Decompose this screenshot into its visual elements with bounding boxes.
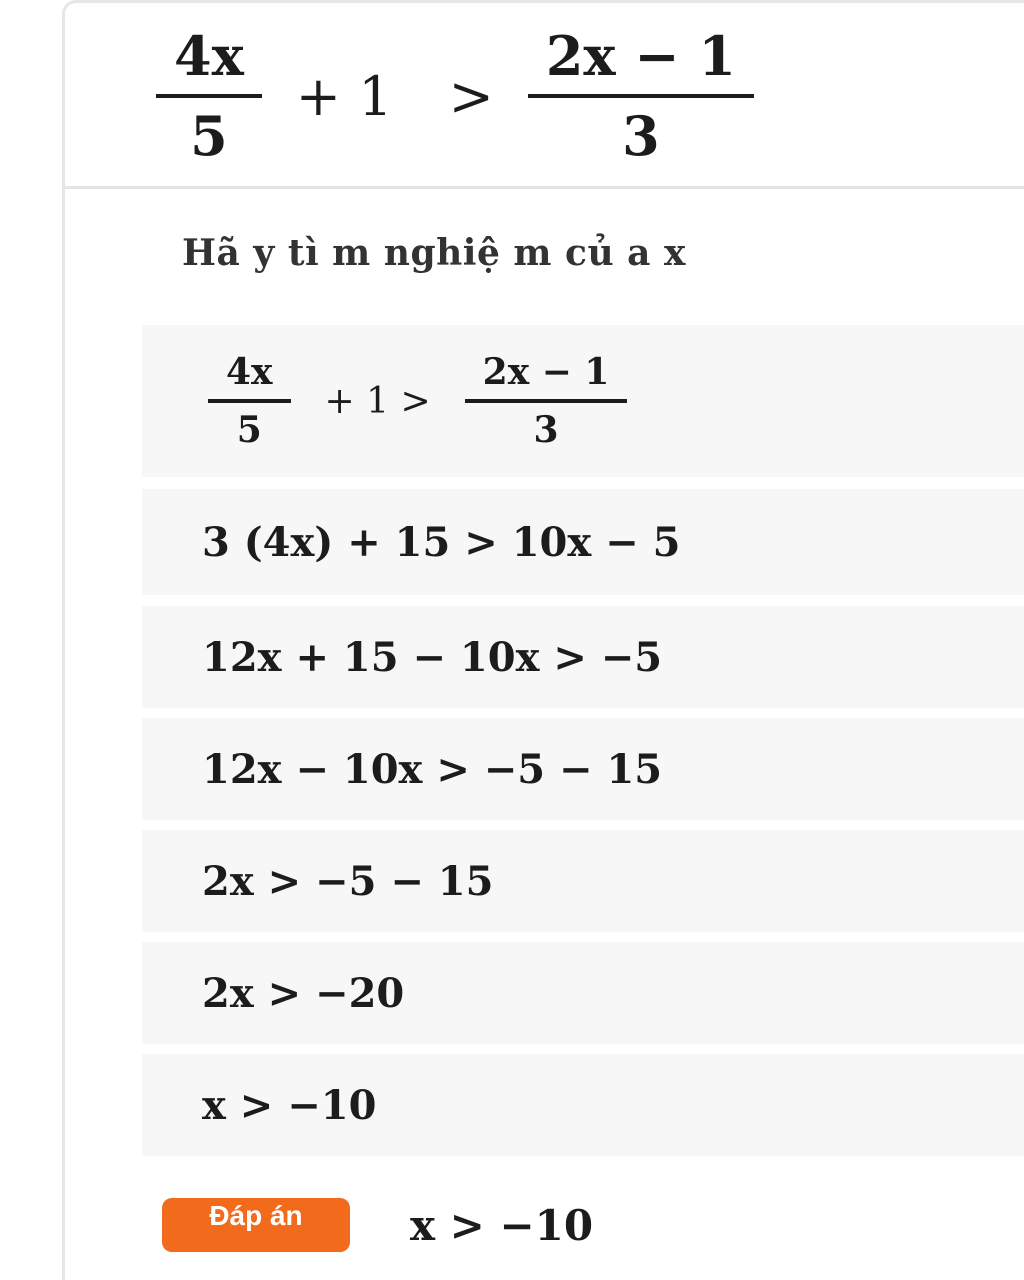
- solution-step: [142, 1054, 1024, 1156]
- step-expression: x > −10: [202, 1081, 377, 1129]
- step-expression: 12x − 10x > −5 − 15: [202, 745, 663, 793]
- solution-step: [142, 830, 1024, 932]
- step-expression: 12x + 15 − 10x > −5: [202, 633, 663, 681]
- problem-expression: [150, 26, 760, 166]
- fraction-numerator: 4x: [174, 24, 244, 88]
- solution-step: [142, 325, 1024, 477]
- fraction-denominator: 3: [622, 104, 660, 168]
- solution-step: [142, 942, 1024, 1044]
- answer-row: [162, 1198, 593, 1252]
- fraction-numerator: 2x − 1: [482, 351, 610, 393]
- fraction-denominator: 5: [190, 104, 228, 168]
- answer-value: x > −10: [410, 1200, 594, 1250]
- fraction-left: [156, 24, 262, 168]
- step-expression: 2x > −5 − 15: [202, 857, 494, 905]
- fraction-numerator: 2x − 1: [545, 24, 736, 88]
- solution-step: [142, 489, 1024, 595]
- plus-term: + 1: [295, 64, 393, 128]
- fraction-numerator: 4x: [226, 351, 273, 393]
- fraction-left: [208, 351, 291, 451]
- divider: [65, 186, 1024, 189]
- step-expression: 3 (4x) + 15 > 10x − 5: [202, 518, 681, 566]
- fraction-denominator: 3: [533, 409, 559, 451]
- fraction-right: [528, 24, 754, 168]
- step-middle: + 1 >: [324, 380, 431, 422]
- answer-badge: Đáp án: [162, 1198, 350, 1252]
- fraction-right: [465, 351, 628, 451]
- fraction-denominator: 5: [236, 409, 262, 451]
- step-expression: 2x > −20: [202, 969, 405, 1017]
- solution-step: [142, 718, 1024, 820]
- solution-step: [142, 606, 1024, 708]
- greater-than-sign: >: [448, 64, 494, 128]
- instruction-text: Hã y tì m nghiệ m củ a x: [182, 232, 686, 274]
